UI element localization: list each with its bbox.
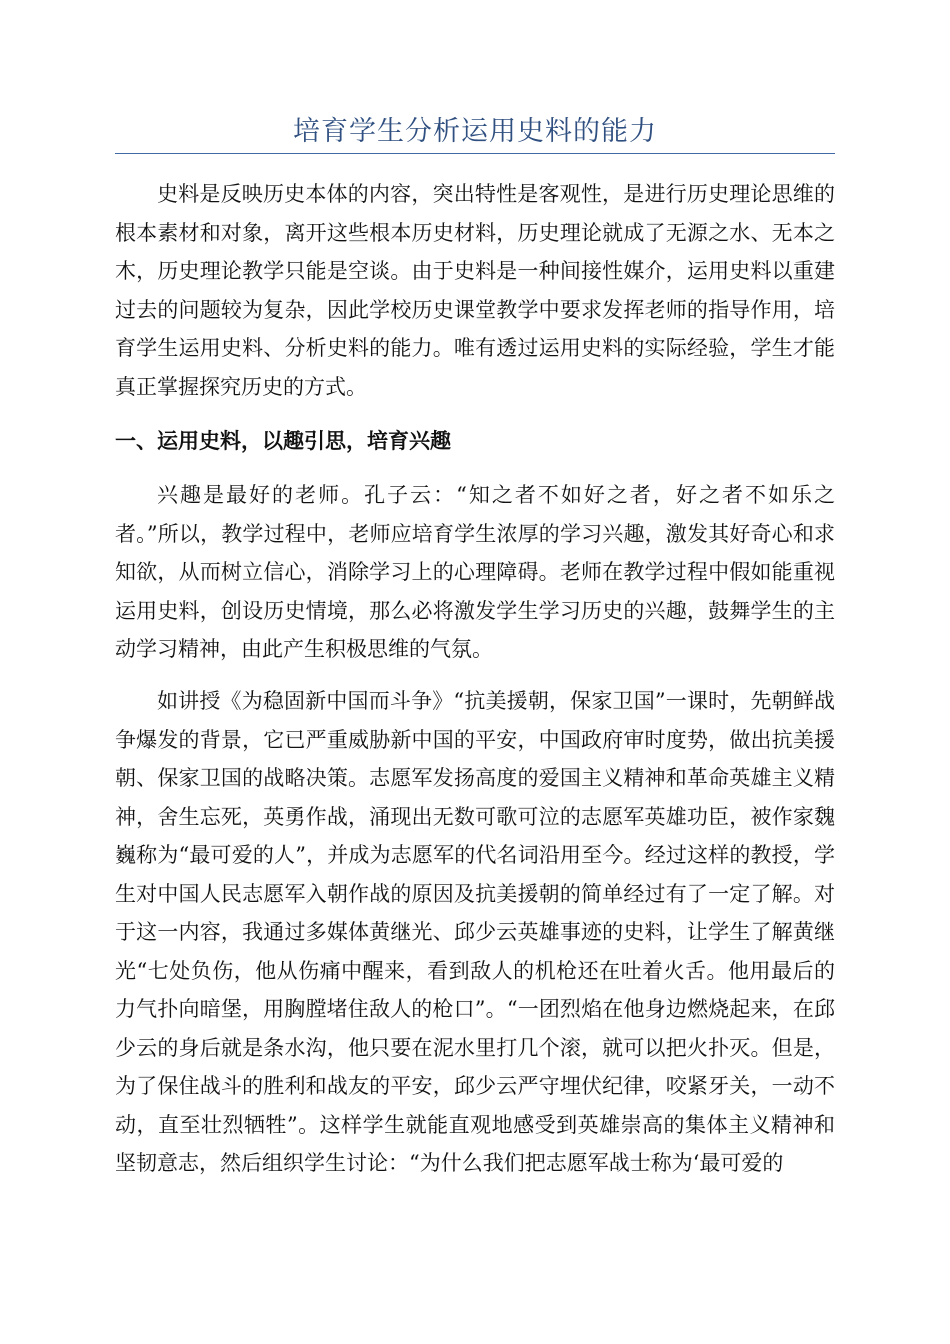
title-underline: [115, 153, 835, 154]
section-heading-1: 一、运用史料，以趣引思，培育兴趣: [115, 428, 451, 453]
body-paragraph-interest: 兴趣是最好的老师。孔子云：“知之者不如好之者，好之者不如乐之者。”所以，教学过程中，老师应培育学生浓厚的学习兴趣，激发其好奇心和求知欲，从而树立信心，消除学习上的心理障碍。老师在教学过程中假如能重视运用史料，创设历史情境，那么必将激发学生学习历史的兴趣，鼓舞学生的主动学习精神，由此产生积极思维的气氛。: [115, 483, 835, 661]
body-paragraph-example: 如讲授《为稳固新中国而斗争》“抗美援朝，保家卫国”一课时，先朝鲜战争爆发的背景，它已严重威胁新中国的平安，中国政府审时度势，做出抗美援朝、保家卫国的战略决策。志愿军发扬高度的爱国主义精神和革命英雄主义精神，舍生忘死，英勇作战，涌现出无数可歌可泣的志愿军英雄功臣，被作家魏巍称为“最可爱的人”，并成为志愿军的代名词沿用至今。经过这样的教授，学生对中国人民志愿军入朝作战的原因及抗美援朝的简单经过有了一定了解。对于这一内容，我通过多媒体黄继光、邱少云英雄事迹的史料，让学生了解黄继光“七处负伤，他从伤痛中醒来，看到敌人的机枪还在吐着火舌。他用最后的力气扑向暗堡，用胸膛堵住敌人的枪口”。“一团烈焰在他身边燃烧起来，在邱少云的身后就是条水沟，他只要在泥水里打几个滚，就可以把火扑灭。但是，为了保住战斗的胜利和战友的平安，邱少云严守埋伏纪律，咬紧牙关，一动不动，直至壮烈牺牲”。这样学生就能直观地感受到英雄崇高的集体主义精神和坚韧意志，然后组织学生讨论：“为什么我们把志愿军战士称为‘最可爱的: [115, 689, 835, 1175]
document-title: 培育学生分析运用史料的能力: [293, 116, 657, 147]
intro-paragraph: 史料是反映历史本体的内容，突出特性是客观性，是进行历史理论思维的根本素材和对象，离开这些根本历史材料，历史理论就成了无源之水、无本之木，历史理论教学只能是空谈。由于史料是一种间接性媒介，运用史料以重建过去的问题较为复杂，因此学校历史课堂教学中要求发挥老师的指导作用，培育学生运用史料、分析史料的能力。唯有透过运用史料的实际经验，学生才能真正掌握探究历史的方式。: [115, 182, 835, 399]
